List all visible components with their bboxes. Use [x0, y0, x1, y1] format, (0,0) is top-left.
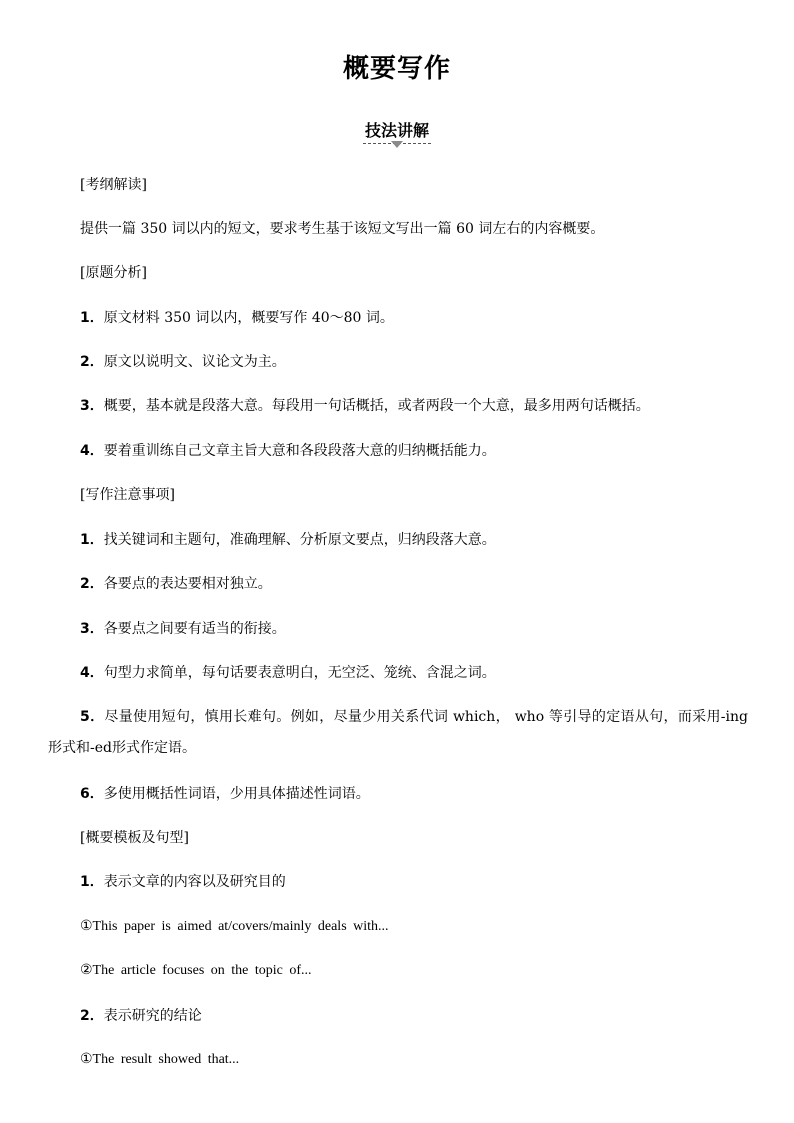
item-number: 1． [80, 310, 104, 326]
list-item [80, 663, 496, 683]
list-item [80, 619, 286, 639]
item-number: 5． [80, 709, 105, 725]
item-text: 原文以说明文、议论文为主。 [103, 354, 286, 370]
list-item [80, 872, 286, 892]
item-text: 概要，基本就是段落大意。每段用一句话概括，或者两段一个大意，最多用两句话概括。 [103, 398, 650, 414]
item-text: 尽量使用短句，慎用长难句。例如，尽量少用关系代词 which， who 等引导的定语从句，而采用-ing 形式和-ed形式作定语。 [48, 709, 748, 756]
section-heading-analysis: [原题分析] [80, 265, 147, 281]
item-number: 4． [80, 443, 104, 459]
item-text: 原文材料 350 词以内，概要写作 40～80 词。 [103, 310, 394, 326]
example-sentence: ②The article focuses on the topic of... [80, 963, 312, 978]
section-heading-notes: [写作注意事项] [80, 487, 175, 503]
list-item [80, 441, 496, 461]
item-text: 句型力求简单，每句话要表意明白，无空泛、笼统、含混之词。 [103, 665, 496, 681]
item-number: 2． [80, 1008, 104, 1024]
item-number: 2． [80, 576, 104, 592]
item-number: 1． [80, 874, 104, 890]
list-item [48, 702, 748, 764]
item-text: 各要点的表达要相对独立。 [103, 576, 272, 592]
item-text: 要着重训练自己文章主旨大意和各段段落大意的归纳概括能力。 [103, 443, 496, 459]
item-text: 多使用概括性词语，少用具体描述性词语。 [103, 786, 370, 802]
item-number: 3． [80, 398, 104, 414]
item-text: 表示研究的结论 [103, 1008, 202, 1024]
item-number: 1． [80, 532, 104, 548]
item-text: 表示文章的内容以及研究目的 [103, 874, 286, 890]
list-item [80, 530, 496, 550]
section-heading-syllabus: [考纲解读] [80, 177, 147, 193]
list-item [80, 396, 650, 416]
item-number: 2． [80, 354, 104, 370]
document-title: 概要写作 [342, 54, 451, 84]
list-item [80, 1006, 202, 1026]
item-text: 找关键词和主题句，准确理解、分析原文要点，归纳段落大意。 [103, 532, 496, 548]
item-number: 3． [80, 621, 104, 637]
item-number: 6． [80, 786, 104, 802]
list-item [80, 784, 370, 804]
down-arrow-icon [391, 141, 403, 148]
section-heading-templates: [概要模板及句型] [80, 830, 189, 846]
list-item [80, 308, 394, 328]
item-number: 4． [80, 665, 104, 681]
example-sentence: ①This paper is aimed at/covers/mainly deals with... [80, 919, 389, 934]
list-item [80, 352, 286, 372]
section-subtitle: 技法讲解 [363, 118, 431, 144]
syllabus-text: 提供一篇 350 词以内的短文，要求考生基于该短文写出一篇 60 词左右的内容概要。 [80, 221, 605, 237]
list-item [80, 574, 272, 594]
example-sentence: ①The result showed that... [80, 1052, 240, 1067]
item-text: 各要点之间要有适当的衔接。 [103, 621, 286, 637]
